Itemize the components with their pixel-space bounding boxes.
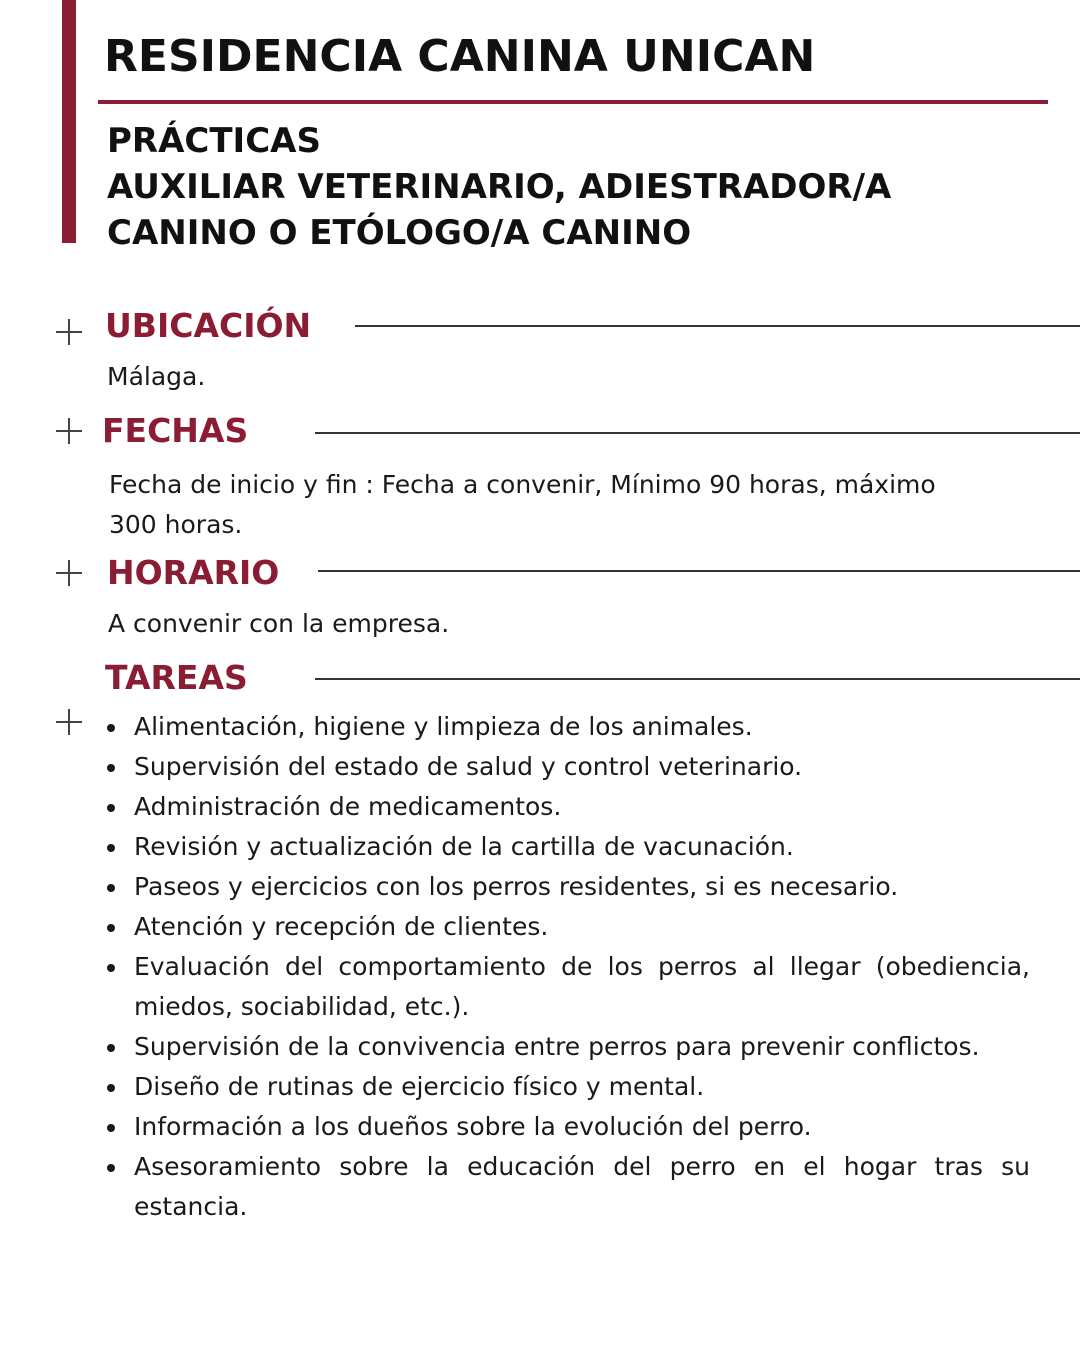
list-item: Asesoramiento sobre la educación del perro en el hogar tras su estancia. — [104, 1147, 1030, 1227]
accent-bar — [62, 0, 76, 243]
task-list — [104, 707, 1030, 1227]
list-item: Supervisión del estado de salud y control veterinario. — [104, 747, 1030, 787]
subtitle-line: AUXILIAR VETERINARIO, ADIESTRADOR/A — [107, 167, 892, 207]
plus-icon — [56, 709, 82, 735]
page-subtitle — [107, 118, 891, 256]
section-divider — [355, 325, 1080, 327]
list-item: Administración de medicamentos. — [104, 787, 1030, 827]
section-text-horario: A convenir con la empresa. — [108, 609, 450, 638]
section-divider — [315, 432, 1080, 434]
title-divider — [98, 100, 1048, 104]
list-item: Paseos y ejercicios con los perros residentes, si es necesario. — [104, 867, 1030, 907]
list-item: Diseño de rutinas de ejercicio físico y mental. — [104, 1067, 1030, 1107]
list-item: Información a los dueños sobre la evolución del perro. — [104, 1107, 1030, 1147]
list-item: Evaluación del comportamiento de los perros al llegar (obediencia, miedos, sociabilidad, etc.). — [104, 947, 1030, 1027]
plus-icon — [56, 418, 82, 444]
page-title: RESIDENCIA CANINA UNICAN — [104, 31, 816, 82]
subtitle-line: PRÁCTICAS — [107, 121, 321, 161]
section-heading-ubicacion: UBICACIÓN — [105, 306, 312, 345]
list-item: Alimentación, higiene y limpieza de los animales. — [104, 707, 1030, 747]
plus-icon — [56, 319, 82, 345]
section-heading-horario: HORARIO — [107, 553, 280, 592]
subtitle-line: CANINO O ETÓLOGO/A CANINO — [107, 213, 692, 253]
section-heading-fechas: FECHAS — [102, 411, 249, 450]
list-item: Atención y recepción de clientes. — [104, 907, 1030, 947]
plus-icon — [56, 560, 82, 586]
list-item: Revisión y actualización de la cartilla de vacunación. — [104, 827, 1030, 867]
section-heading-tareas: TAREAS — [105, 658, 248, 697]
list-item: Supervisión de la convivencia entre perros para prevenir conflictos. — [104, 1027, 1030, 1067]
section-divider — [318, 570, 1080, 572]
section-divider — [315, 678, 1080, 680]
section-text-ubicacion: Málaga. — [107, 362, 206, 391]
section-text-fechas: Fecha de inicio y fin : Fecha a convenir, Mínimo 90 horas, máximo 300 horas. — [109, 470, 936, 539]
